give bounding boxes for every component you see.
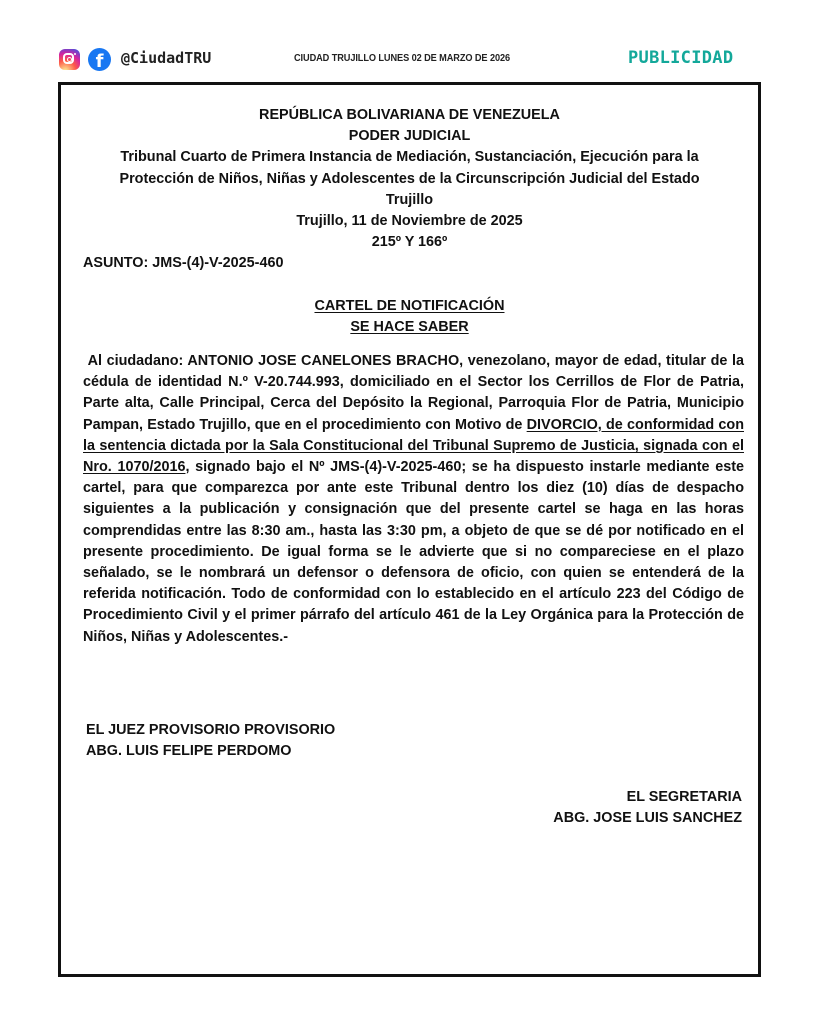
social-handle: @CiudadTRU — [121, 49, 212, 67]
secretary-name: ABG. JOSE LUIS SANCHEZ — [553, 810, 742, 827]
notice-title — [61, 296, 758, 338]
notice-title-line-1: CARTEL DE NOTIFICACIÓN — [314, 298, 505, 314]
notice-body-part-1: Al ciudadano: ANTONIO JOSE CANELONES BRACHO, venezolano, mayor de edad, titular de la cédula de identidad N.º V-20.744.993, domiciliado en el Sector los Cerrillos de Flor de Patria, Parte alta, Calle Principal, Cerca del Depósito la Regional, Parroquia Flor de Patria, Municipio Pampan, Estado Trujillo, que en el procedimiento con Motivo de — [83, 353, 744, 433]
header-line-court-1: Tribunal Cuarto de Primera Instancia de Mediación, Sustanciación, Ejecución para la — [120, 149, 699, 166]
notice-body — [83, 351, 744, 648]
judge-signature — [86, 720, 335, 762]
newspaper-topbar — [0, 0, 819, 80]
header-line-court-2: Protección de Niños, Niñas y Adolescentes de la Circunscripción Judicial del Estado — [119, 170, 700, 187]
header-line-date: Trujillo, 11 de Noviembre de 2025 — [296, 213, 523, 230]
section-label: PUBLICIDAD — [628, 48, 734, 68]
judge-title: EL JUEZ PROVISORIO PROVISORIO — [86, 722, 336, 738]
notice-body-underlined: DIVORCIO, de conformidad con la sentencia dictada por la Sala Constitucional del Tribunal Supremo de Justicia, signada con el Nro. 1070/2016 — [83, 416, 744, 476]
instagram-icon[interactable] — [59, 49, 80, 70]
instagram-icon-flash — [74, 53, 76, 55]
instagram-icon-lens — [67, 57, 72, 62]
secretary-title: EL SEGRETARIA — [626, 789, 742, 805]
facebook-icon[interactable]: f — [88, 48, 111, 71]
court-header — [61, 105, 758, 253]
header-line-judicial-power: PODER JUDICIAL — [348, 128, 471, 145]
judge-name: ABG. LUIS FELIPE PERDOMO — [86, 743, 292, 760]
notice-title-line-2: SE HACE SABER — [350, 319, 469, 336]
case-number: ASUNTO: JMS-(4)-V-2025-460 — [83, 255, 284, 271]
newspaper-dateline: CIUDAD TRUJILLO LUNES 02 DE MARZO DE 2026 — [294, 53, 511, 64]
secretary-signature — [553, 787, 742, 829]
legal-notice-box — [58, 82, 761, 977]
header-line-state: Trujillo — [385, 191, 434, 208]
header-line-republic: REPÚBLICA BOLIVARIANA DE VENEZUELA — [259, 107, 560, 123]
header-line-years: 215º Y 166º — [371, 234, 448, 251]
notice-body-part-2: , signado bajo el Nº JMS-(4)-V-2025-460; se ha dispuesto instarle mediante este cartel, para que comparezca por ante este Tribunal dentro los diez (10) días de despacho siguientes a la publicación y consignación que del presente cartel se haga en las horas comprendidas entre las 8:30 am., hasta las 3:30 pm, a objeto de que se dé por notificado en el presente procedimiento. De igual forma se le advierte que si no compareciese en el plazo señalado, se le nombrará un defensor o defensora de oficio, con quien se entenderá de la referida notificación. Todo de conformidad con lo establecido en el artículo 223 del Código de Procedimiento Civil y el primer párrafo del artículo 461 de la Ley Orgánica para la Protección de Niños, Niñas y Adolescentes.- — [83, 459, 744, 645]
